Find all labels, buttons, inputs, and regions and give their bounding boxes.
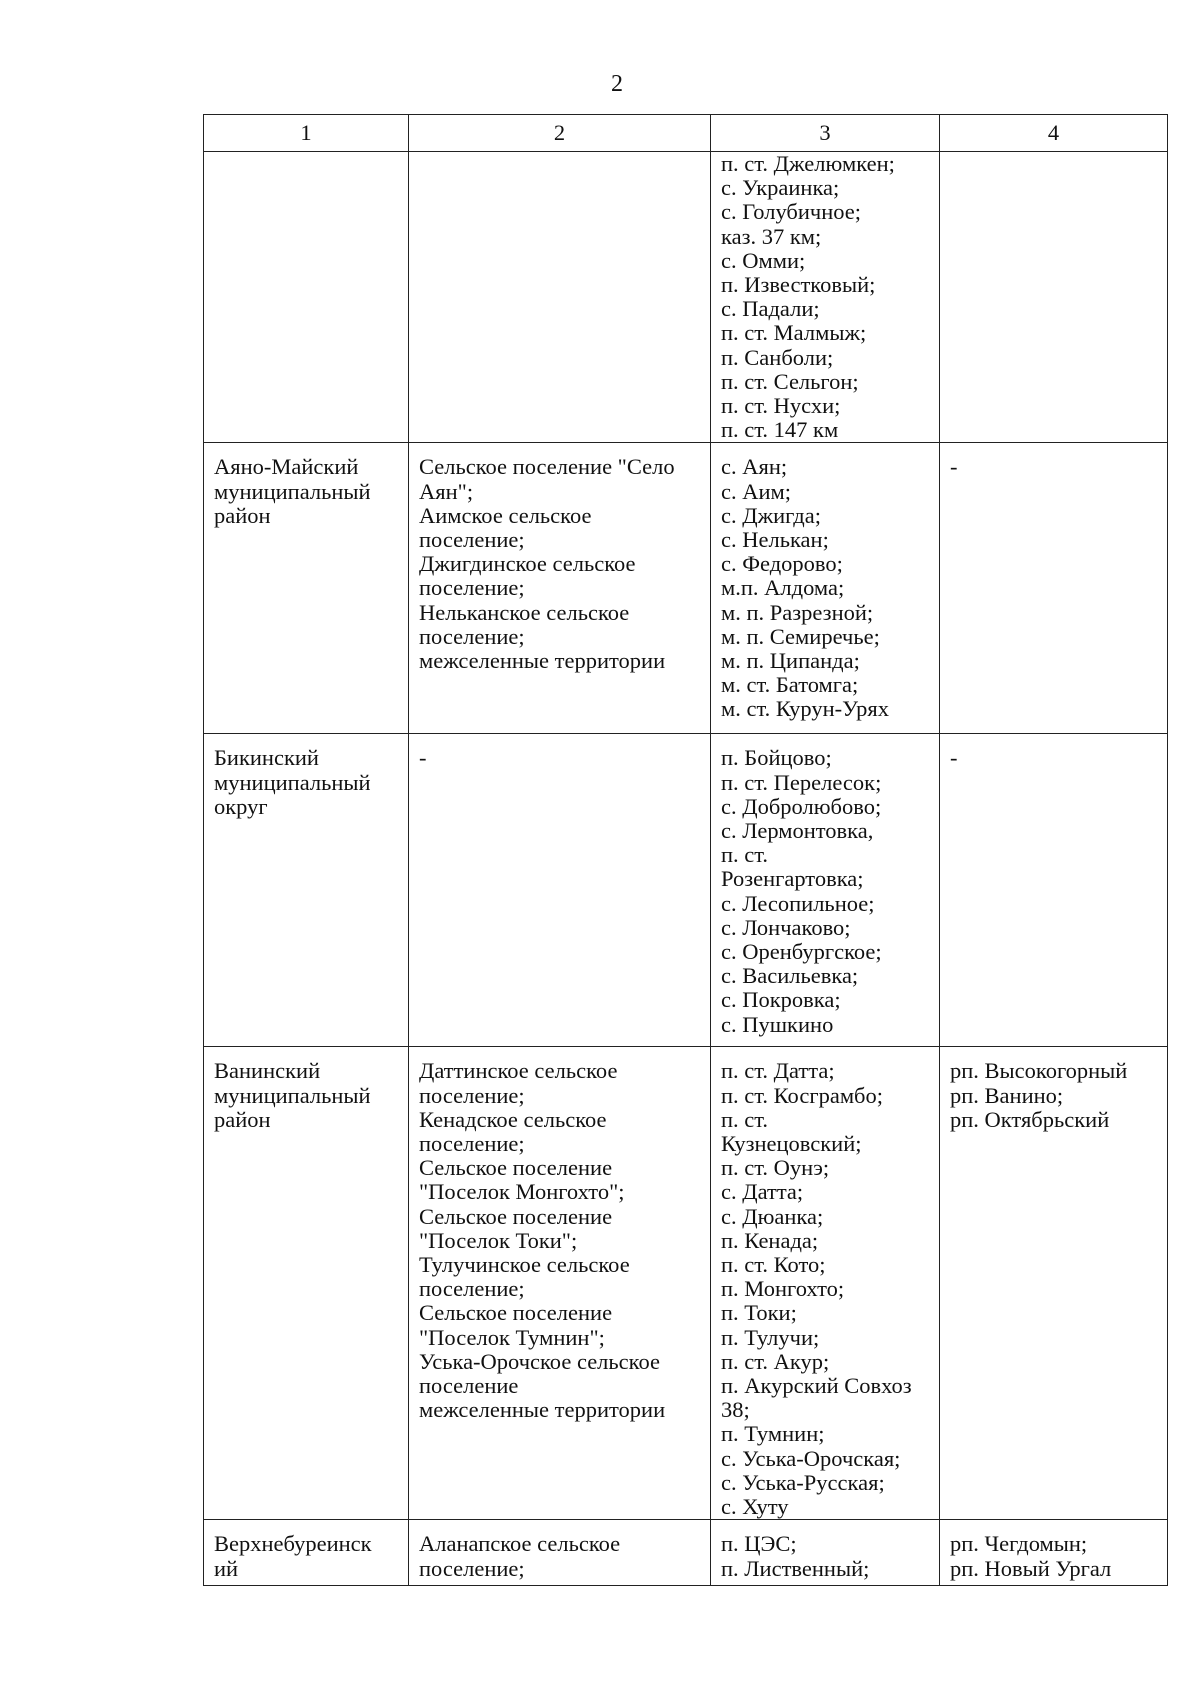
- cell-line: п. ст.: [721, 842, 769, 868]
- cell-line: с. Падали;: [721, 296, 820, 322]
- cell-line: п. Токи;: [721, 1300, 797, 1326]
- cell-line: с. Лесопильное;: [721, 890, 875, 916]
- cell-line: м. ст. Курун-Урях: [721, 696, 889, 722]
- cell-line: п. ст. Кото;: [721, 1252, 826, 1278]
- cell-line: с. Лончаково;: [721, 914, 851, 940]
- cell-line: Розенгартовка;: [721, 866, 864, 892]
- cell-line: район: [214, 502, 271, 528]
- cell-line: район: [214, 1106, 271, 1132]
- cell-line: с. Датта;: [721, 1179, 804, 1205]
- district-cell: [204, 152, 409, 443]
- urban-settlements-cell: [940, 152, 1168, 443]
- settlements-table: [203, 114, 1168, 1586]
- settlements-cell: [409, 734, 711, 1047]
- urban-settlements-cell: [940, 734, 1168, 1047]
- cell-line: рп. Новый Ургал: [950, 1555, 1112, 1581]
- cell-line: с. Федорово;: [721, 551, 843, 577]
- cell-line: п. ст. Джелюмкен;: [721, 151, 895, 176]
- cell-line: с. Хуту: [721, 1494, 789, 1520]
- urban-settlements-cell: [940, 443, 1168, 734]
- cell-line: с. Нелькан;: [721, 527, 829, 553]
- cell-line: с. Уська-Орочская;: [721, 1445, 901, 1471]
- cell-line: поселение;: [419, 1131, 525, 1157]
- cell-line: Кенадское сельское: [419, 1106, 607, 1132]
- cell-line: п. Лиственный;: [721, 1555, 870, 1581]
- cell-line: п. Тумнин;: [721, 1421, 825, 1447]
- cell-line: с. Аим;: [721, 478, 792, 504]
- cell-line: п. ст. Оунэ;: [721, 1155, 830, 1181]
- column-header-1: 1: [204, 115, 409, 152]
- cell-line: межселенные территории: [419, 1397, 666, 1423]
- cell-line: 38;: [721, 1397, 750, 1423]
- district-cell: [204, 1047, 409, 1520]
- column-header-4: 4: [940, 115, 1168, 152]
- cell-line: поселение;: [419, 1555, 525, 1581]
- cell-line: рп. Октябрьский: [950, 1106, 1110, 1132]
- cell-line: с. Васильевка;: [721, 963, 859, 989]
- cell-line: с. Лермонтовка,: [721, 818, 874, 844]
- table-row: [204, 1520, 1168, 1586]
- table-header-row: [204, 115, 1168, 152]
- cell-line: округ: [214, 793, 268, 819]
- cell-line: п. Монгохто;: [721, 1276, 845, 1302]
- cell-line: Уська-Орочское сельское: [419, 1348, 660, 1374]
- urban-settlements-cell: [940, 1047, 1168, 1520]
- urban-settlements-cell: [940, 1520, 1168, 1586]
- cell-line: Сельское поселение "Село: [419, 454, 675, 480]
- cell-line: рп. Чегдомын;: [950, 1531, 1088, 1557]
- settlements-cell: [409, 152, 711, 443]
- cell-line: муниципальный: [214, 1082, 371, 1108]
- cell-line: Сельское поселение: [419, 1203, 613, 1229]
- cell-line: с. Аян;: [721, 454, 788, 480]
- cell-line: м. п. Ципанда;: [721, 648, 860, 674]
- cell-line: с. Добролюбово;: [721, 793, 882, 819]
- settlements-cell: [409, 1047, 711, 1520]
- settlements-cell: [409, 1520, 711, 1586]
- cell-line: п. ст. Малмыж;: [721, 320, 867, 346]
- cell-line: п. Кенада;: [721, 1227, 819, 1253]
- cell-line: Верхнебуреинск: [214, 1531, 372, 1557]
- cell-line: с. Украинка;: [721, 175, 840, 201]
- cell-line: поселение;: [419, 623, 525, 649]
- cell-line: Кузнецовский;: [721, 1131, 862, 1157]
- cell-line: п. Известковый;: [721, 272, 876, 298]
- localities-cell: [711, 152, 940, 443]
- cell-line: Даттинское сельское: [419, 1058, 618, 1084]
- localities-cell: [711, 443, 940, 734]
- cell-line: с. Уська-Русская;: [721, 1469, 885, 1495]
- cell-line: п. Бойцово;: [721, 745, 832, 771]
- cell-line: с. Омми;: [721, 247, 806, 273]
- cell-line: Тулучинское сельское: [419, 1252, 630, 1278]
- cell-line: м. п. Семиречье;: [721, 623, 880, 649]
- cell-line: Аланапское сельское: [419, 1531, 621, 1557]
- district-cell: [204, 734, 409, 1047]
- cell-line: Нельканское сельское: [419, 599, 630, 625]
- empty-dash: -: [950, 454, 958, 480]
- cell-line: "Поселок Монгохто";: [419, 1179, 625, 1205]
- cell-line: м. п. Разрезной;: [721, 599, 874, 625]
- cell-line: Бикинский: [214, 745, 319, 771]
- cell-line: с. Голубичное;: [721, 199, 862, 225]
- cell-line: поселение;: [419, 527, 525, 553]
- settlements-cell: [409, 443, 711, 734]
- cell-line: Аимское сельское: [419, 502, 592, 528]
- cell-line: "Поселок Токи";: [419, 1227, 578, 1253]
- cell-line: п. ЦЭС;: [721, 1531, 797, 1557]
- cell-line: п. ст. Косграмбо;: [721, 1082, 884, 1108]
- district-cell: [204, 1520, 409, 1586]
- cell-line: муниципальный: [214, 478, 371, 504]
- cell-line: п. ст. Датта;: [721, 1058, 835, 1084]
- cell-line: с. Покровка;: [721, 987, 841, 1013]
- cell-line: с. Пушкино: [721, 1011, 834, 1037]
- table-row: [204, 152, 1168, 443]
- cell-line: поселение;: [419, 575, 525, 601]
- localities-cell: [711, 1047, 940, 1520]
- cell-line: поселение;: [419, 1082, 525, 1108]
- empty-dash: -: [419, 745, 427, 771]
- cell-line: п. ст.: [721, 1106, 769, 1132]
- table-row: [204, 1047, 1168, 1520]
- cell-line: Сельское поселение: [419, 1300, 613, 1326]
- cell-line: м. ст. Батомга;: [721, 672, 859, 698]
- cell-line: каз. 37 км;: [721, 223, 822, 249]
- cell-line: с. Дюанка;: [721, 1203, 824, 1229]
- cell-line: ий: [214, 1555, 239, 1581]
- cell-line: п. ст. Акур;: [721, 1348, 830, 1374]
- cell-line: п. ст. Перелесок;: [721, 769, 882, 795]
- table-row: [204, 443, 1168, 734]
- cell-line: поселение;: [419, 1276, 525, 1302]
- cell-line: п. ст. Сельгон;: [721, 368, 859, 394]
- cell-line: поселение: [419, 1373, 519, 1399]
- cell-line: рп. Ванино;: [950, 1082, 1064, 1108]
- column-header-2: 2: [409, 115, 711, 152]
- column-header-3: 3: [711, 115, 940, 152]
- cell-line: с. Джигда;: [721, 502, 821, 528]
- cell-line: м.п. Алдома;: [721, 575, 845, 601]
- page-number: 2: [611, 71, 623, 97]
- table-row: [204, 734, 1168, 1047]
- cell-line: п. Санболи;: [721, 344, 834, 370]
- district-cell: [204, 443, 409, 734]
- cell-line: Ванинский: [214, 1058, 321, 1084]
- cell-line: Сельское поселение: [419, 1155, 613, 1181]
- cell-line: п. Тулучи;: [721, 1324, 820, 1350]
- cell-line: с. Оренбургское;: [721, 939, 882, 965]
- localities-cell: [711, 1520, 940, 1586]
- cell-line: п. ст. Нусхи;: [721, 393, 841, 419]
- cell-line: межселенные территории: [419, 648, 666, 674]
- cell-line: муниципальный: [214, 769, 371, 795]
- cell-line: п. ст. 147 км: [721, 417, 839, 443]
- cell-line: рп. Высокогорный: [950, 1058, 1128, 1084]
- empty-dash: -: [950, 745, 958, 771]
- cell-line: Аяно-Майский: [214, 454, 359, 480]
- cell-line: Аян";: [419, 478, 474, 504]
- cell-line: "Поселок Тумнин";: [419, 1324, 605, 1350]
- cell-line: п. Акурский Совхоз: [721, 1373, 912, 1399]
- cell-line: Джигдинское сельское: [419, 551, 636, 577]
- localities-cell: [711, 734, 940, 1047]
